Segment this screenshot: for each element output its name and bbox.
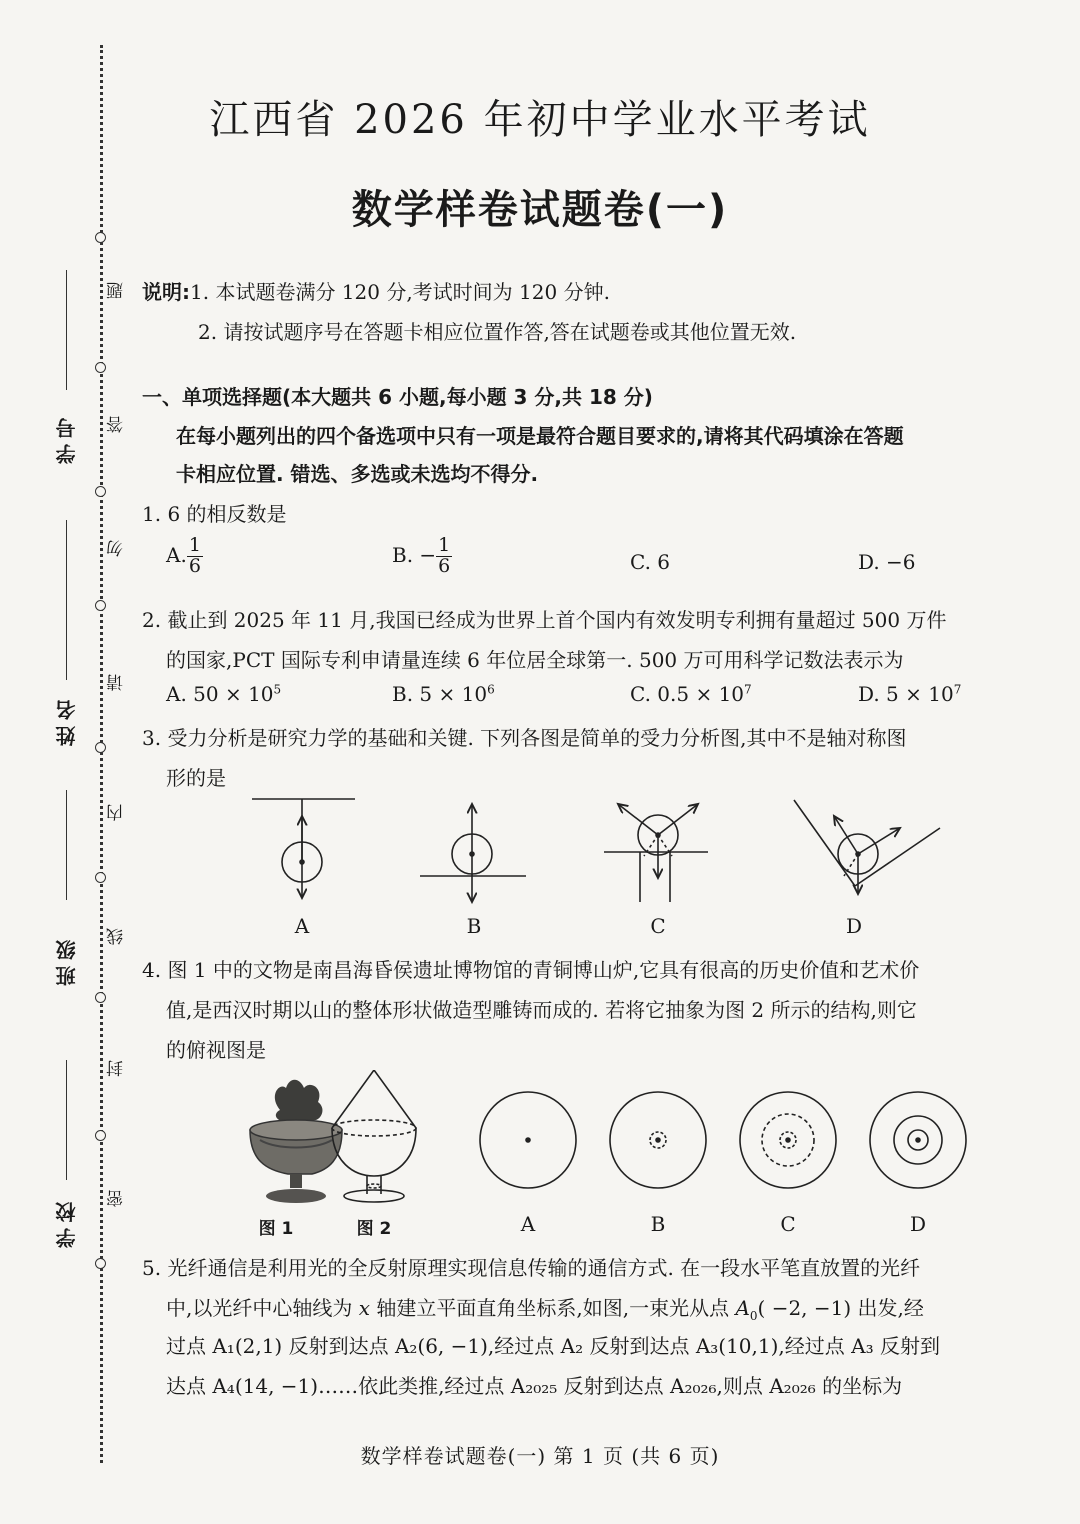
q5-text: 轴建立平面直角坐标系,如图,一束光从点	[370, 1296, 736, 1320]
denominator: 6	[188, 554, 201, 577]
top-view-option-d	[870, 1092, 966, 1188]
q1-option-a-prefix: A.	[166, 542, 187, 567]
q5-text: 中,以光纤中心轴线为	[166, 1296, 359, 1320]
q4-figure-label-c: C	[780, 1212, 796, 1236]
q2-option-c-text: C. 0.5 × 10	[630, 682, 745, 706]
q1-option-b-prefix: B. −	[392, 542, 437, 567]
q4-figure-2-caption: 图 2	[356, 1219, 392, 1239]
q1-option-b	[392, 536, 452, 577]
notes-line-1	[142, 276, 610, 305]
force-diagram-a	[252, 799, 355, 898]
question-1-stem: 1. 6 的相反数是	[142, 502, 287, 526]
q3-figure-label-c: C	[650, 914, 666, 938]
q5-variable-x: x	[358, 1296, 370, 1320]
fraction	[187, 536, 203, 577]
question-5-line	[166, 1292, 924, 1323]
question-4-line: 4. 图 1 中的文物是南昌海昏侯遗址博物馆的青铜博山炉,它具有很高的历史价值和艺术价	[142, 958, 920, 982]
censer-structure-diagram	[332, 1070, 416, 1202]
censer-figures	[228, 1070, 988, 1210]
section-instruction: 在每小题列出的四个备选项中只有一项是最符合题目要求的,请将其代码填涂在答题	[176, 424, 904, 448]
binding-warning-char: 封	[107, 1060, 127, 1077]
label-school: 学校	[55, 1196, 79, 1248]
fraction	[436, 536, 452, 577]
page-footer: 数学样卷试题卷(一) 第 1 页 (共 6 页)	[360, 1444, 720, 1468]
q2-option-c	[630, 682, 752, 706]
question-3-line: 3. 受力分析是研究力学的基础和关键. 下列各图是简单的受力分析图,其中不是轴对称图	[142, 726, 907, 750]
question-5-line: 5. 光纤通信是利用光的全反射原理实现信息传输的通信方式. 在一段水平笔直放置的光纤	[142, 1256, 921, 1280]
question-4-line: 值,是西汉时期以山的整体形状做造型雕铸而成的. 若将它抽象为图 2 所示的结构,则它	[166, 998, 917, 1022]
binding-warning-char: 线	[107, 928, 127, 945]
binding-warning-char: 请	[107, 674, 127, 691]
question-5-line: 过点 A₁(2,1) 反射到达点 A₂(6, −1),经过点 A₂ 反射到达点 A₃(10,1),经过点 A₃ 反射到	[166, 1334, 940, 1358]
q5-point-label: A	[735, 1296, 750, 1320]
exam-subtitle: 数学样卷试题卷(一)	[351, 187, 729, 233]
field-underline	[66, 1060, 67, 1180]
notes-item-1: 1. 本试题卷满分 120 分,考试时间为 120 分钟.	[190, 280, 610, 304]
binding-dotted-line	[100, 45, 103, 1463]
exponent: 5	[273, 682, 282, 697]
question-2-line: 2. 截止到 2025 年 11 月,我国已经成为世界上首个国内有效发明专利拥有量超过 500 万件	[142, 608, 947, 632]
q5-subscript: 0	[749, 1309, 758, 1323]
q2-option-a-text: A. 50 × 10	[166, 682, 274, 706]
top-view-option-b	[610, 1092, 706, 1188]
q1-option-a	[166, 536, 203, 577]
exam-title: 江西省 2026 年初中学业水平考试	[209, 97, 871, 143]
force-diagram-d	[794, 800, 940, 894]
question-5-line: 达点 A₄(14, −1)……依此类推,经过点 A₂₀₂₅ 反射到达点 A₂₀₂₆,则点 A₂₀₂₆ 的坐标为	[166, 1374, 903, 1398]
q1-option-c: C. 6	[630, 550, 671, 574]
binding-circle	[95, 486, 106, 497]
binding-circle	[95, 742, 106, 753]
question-3-line: 形的是	[166, 766, 226, 790]
q2-option-b	[392, 682, 495, 706]
force-diagram-b	[420, 804, 526, 902]
top-view-option-c	[740, 1092, 836, 1188]
numerator: 1	[438, 534, 451, 556]
q5-text: ( −2, −1) 出发,经	[757, 1296, 924, 1320]
force-diagram-c	[604, 804, 708, 902]
q3-figure-label-d: D	[845, 914, 863, 938]
q3-figure-label-a: A	[294, 914, 310, 938]
q1-option-d: D. −6	[858, 550, 916, 574]
binding-warning-char: 勿	[107, 540, 127, 557]
binding-circle	[95, 1258, 106, 1269]
label-student-number: 学号	[55, 412, 79, 464]
binding-circle	[95, 362, 106, 373]
q4-figure-label-d: D	[909, 1212, 927, 1236]
q2-option-b-text: B. 5 × 10	[392, 682, 488, 706]
binding-circle	[95, 872, 106, 883]
section-heading: 一、单项选择题(本大题共 6 小题,每小题 3 分,共 18 分)	[142, 385, 653, 409]
binding-circle	[95, 600, 106, 611]
binding-warning-char: 题	[107, 282, 127, 299]
label-class: 班级	[55, 934, 79, 986]
binding-circle	[95, 1130, 106, 1141]
notes-item-2: 2. 请按试题序号在答题卡相应位置作答,答在试题卷或其他位置无效.	[198, 320, 797, 344]
force-diagrams	[240, 790, 960, 910]
exponent: 7	[953, 682, 962, 697]
q3-figure-label-b: B	[466, 914, 482, 938]
q2-option-a	[166, 682, 281, 706]
question-2-line: 的国家,PCT 国际专利申请量连续 6 年位居全球第一. 500 万可用科学记数法表示为	[166, 648, 904, 672]
field-underline	[66, 790, 67, 900]
top-view-option-a	[480, 1092, 576, 1188]
field-underline	[66, 270, 67, 390]
bronze-censer-image	[250, 1080, 342, 1203]
numerator: 1	[188, 534, 201, 556]
exponent: 7	[744, 682, 752, 697]
q2-option-d-text: D. 5 × 10	[858, 682, 954, 706]
denominator: 6	[438, 554, 451, 577]
binding-warning-char: 内	[107, 804, 127, 821]
notes-label: 说明:	[142, 280, 190, 304]
binding-circle	[95, 992, 106, 1003]
section-instruction: 卡相应位置. 错选、多选或未选均不得分.	[176, 462, 539, 486]
q4-figure-1-caption: 图 1	[258, 1219, 294, 1239]
exponent: 6	[487, 682, 495, 697]
question-4-line: 的俯视图是	[166, 1038, 266, 1062]
q2-option-d	[858, 682, 961, 706]
binding-warning-char: 答	[107, 416, 127, 433]
label-name: 姓名	[55, 694, 79, 746]
field-underline	[66, 520, 67, 680]
q4-figure-label-b: B	[650, 1212, 666, 1236]
q4-figure-label-a: A	[520, 1212, 536, 1236]
binding-warning-char: 密	[107, 1190, 127, 1207]
